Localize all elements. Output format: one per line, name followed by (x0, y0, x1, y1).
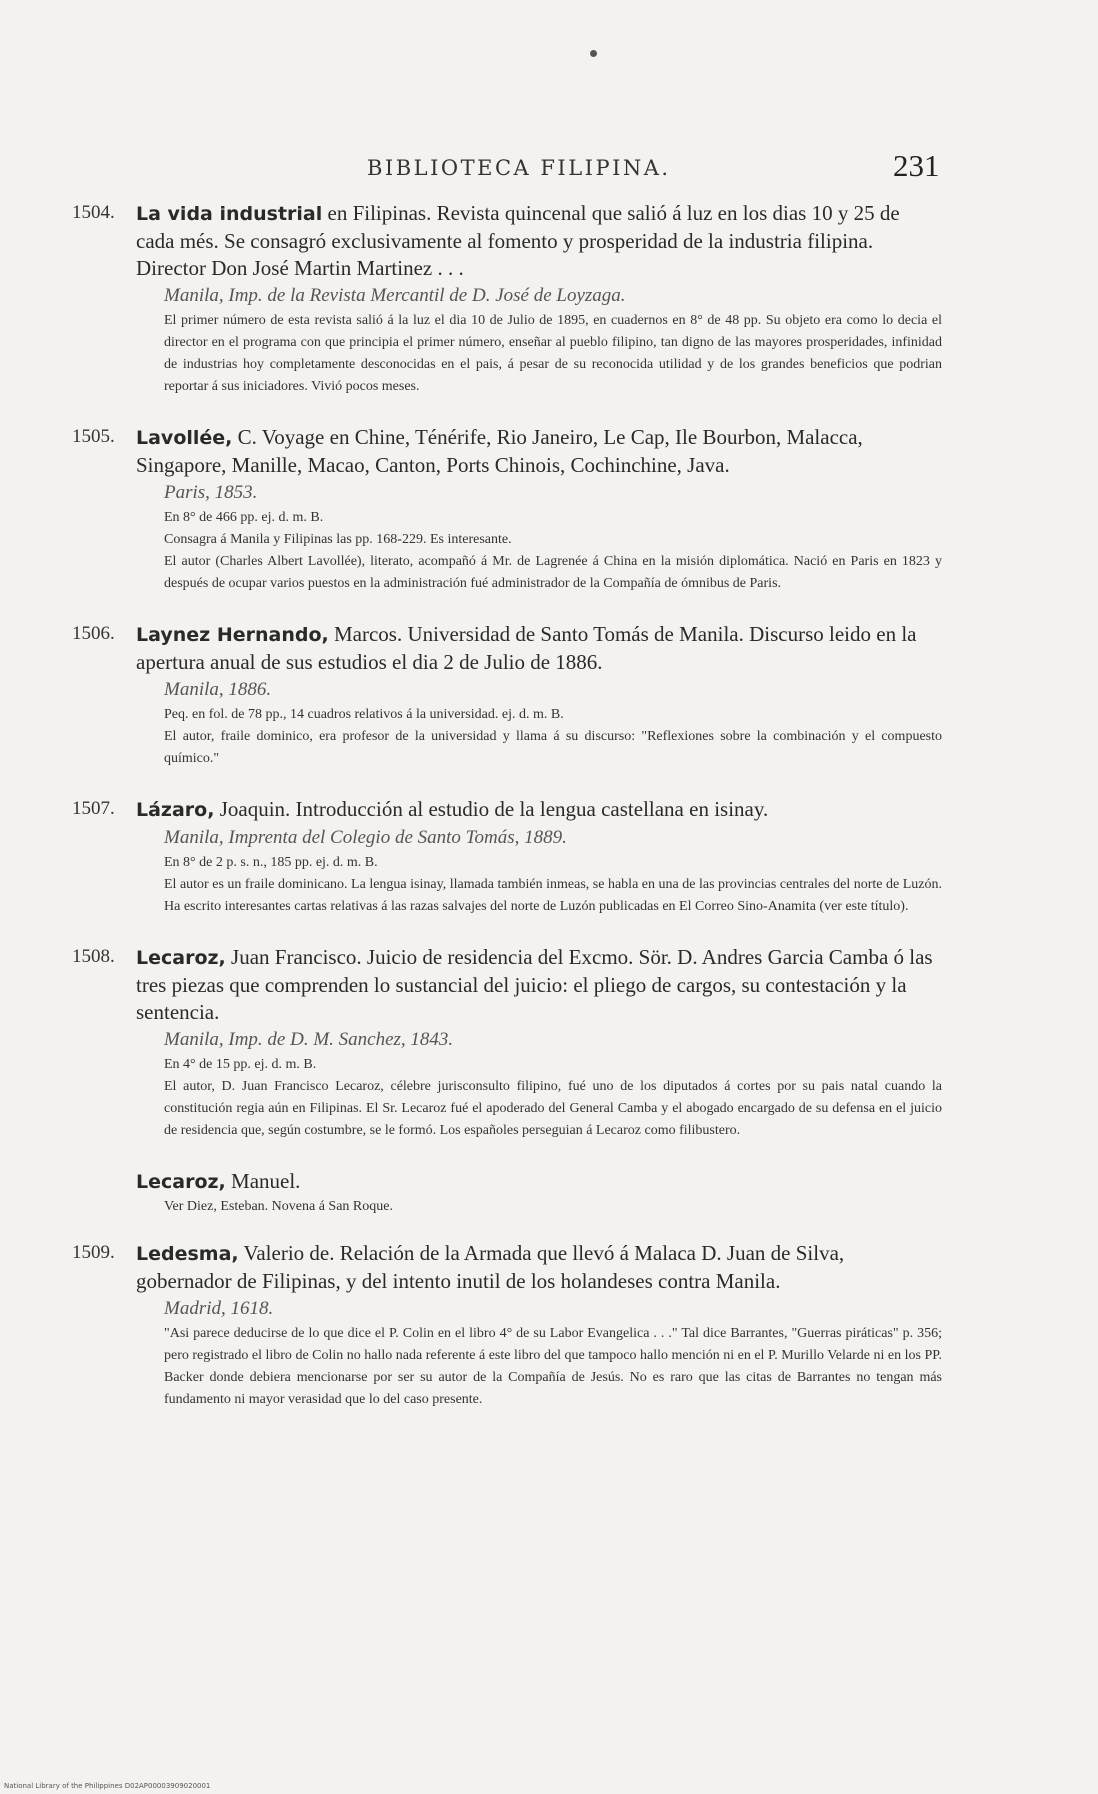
entry-lecaroz-manuel (72, 1168, 942, 1218)
note-paragraph: Consagra á Manila y Filipinas las pp. 168-229. Es interesante. (164, 532, 512, 547)
entry-author: La vida industrial (136, 203, 323, 225)
entry-heading (136, 1168, 942, 1196)
entry-notes (164, 1323, 942, 1411)
note-paragraph: El autor es un fraile dominicano. La lengua isinay, llamada también inmeas, se habla en una de las provincias centrales del norte de Luzón. Ha escrito interesantes cartas relativas á las razas salvajes del norte de Luzón publicadas en El Correo Sino-Anamita (ver este título). (164, 877, 942, 914)
note-paragraph: El primer número de esta revista salió á la luz el dia 10 de Julio de 1895, en cuadernos en 8° de 48 pp. Su objeto era como lo decia el director en el programa con que principia el primer número, enseñar al pueblo filipino, tan digno de las mayores prosperidades, infinidad de industrias hoy completamente desconocidas en el pais, á pesar de su reconocida utilidad y de los grandes beneficios que podrian reportar á sus iniciadores. Vivió pocos meses. (164, 313, 942, 394)
entry-imprint: Manila, Imprenta del Colegio de Santo Tomás, 1889. (164, 827, 567, 848)
entry-imprint: Madrid, 1618. (164, 1298, 274, 1319)
entry-1507 (72, 796, 942, 918)
entry-1509 (72, 1240, 942, 1411)
ink-dot (590, 50, 597, 57)
entry-author: Laynez Hernando, (136, 624, 329, 646)
entry-number: 1508. (72, 946, 115, 967)
entry-heading (136, 1240, 942, 1295)
entry-author: Lavollée, (136, 427, 233, 449)
entry-notes (164, 852, 942, 918)
note-paragraph: Peq. en fol. de 78 pp., 14 cuadros relativos á la universidad. ej. d. m. B. (164, 707, 564, 722)
entry-notes (164, 507, 942, 595)
entry-number: 1509. (72, 1242, 115, 1263)
entry-heading (136, 621, 942, 676)
entry-author: Ledesma, (136, 1243, 239, 1265)
page-body (72, 200, 942, 1437)
note-paragraph: En 8° de 2 p. s. n., 185 pp. ej. d. m. B. (164, 855, 378, 870)
entry-title: Joaquin. Introducción al estudio de la lengua castellana en isinay. (219, 797, 769, 821)
entry-1504 (72, 200, 942, 398)
entry-title: C. Voyage en Chine, Ténérife, Rio Janeiro, Le Cap, Ile Bourbon, Malacca, Singapore, Manille, Macao, Canton, Ports Chinois, Cochinchine, Java. (136, 425, 863, 477)
entry-notes (164, 704, 942, 770)
entry-1508 (72, 944, 942, 1142)
entry-author: Lecaroz, (136, 947, 226, 969)
entry-imprint: Manila, 1886. (164, 679, 272, 700)
entry-title: Juan Francisco. Juicio de residencia del Excmo. Sör. D. Andres Garcia Camba ó las tres piezas que comprenden lo sustancial del juicio: el pliego de cargos, su contestación y la sentencia. (136, 945, 933, 1024)
cross-reference: Ver Diez, Esteban. Novena á San Roque. (164, 1199, 393, 1214)
note-paragraph: En 4° de 15 pp. ej. d. m. B. (164, 1057, 317, 1072)
entry-1505 (72, 424, 942, 595)
entry-number: 1507. (72, 798, 115, 819)
entry-notes (164, 1196, 942, 1218)
entry-title: Manuel. (231, 1169, 301, 1193)
note-paragraph: El autor (Charles Albert Lavollée), literato, acompañó á Mr. de Lagrenée á China en la misión diplomática. Nació en Paris en 1823 y después de ocupar varios puestos en la administración fué administrador de la Compañía de ómnibus de Paris. (164, 554, 942, 591)
entry-notes (164, 1054, 942, 1142)
note-paragraph: El autor, fraile dominico, era profesor de la universidad y llama á su discurso: "Reflexiones sobre la combinación y el compuesto químico." (164, 729, 942, 766)
entry-heading (136, 424, 942, 479)
entry-heading (136, 944, 942, 1026)
entry-imprint: Manila, Imp. de la Revista Mercantil de D. José de Loyzaga. (164, 285, 626, 306)
scan-credit: National Library of the Philippines D02AP00003909020001 (4, 1782, 211, 1790)
entry-number: 1506. (72, 623, 115, 644)
entry-title: Marcos. Universidad de Santo Tomás de Manila. Discurso leido en la apertura anual de sus estudios el dia 2 de Julio de 1886. (136, 622, 917, 674)
note-paragraph: En 8° de 466 pp. ej. d. m. B. (164, 510, 324, 525)
entry-heading (136, 796, 942, 824)
entry-author: Lázaro, (136, 799, 215, 821)
entry-author: Lecaroz, (136, 1171, 226, 1193)
note-paragraph: El autor, D. Juan Francisco Lecaroz, célebre jurisconsulto filipino, fué uno de los diputados á cortes por su pais natal cuando la constitución regia aún en Filipinas. El Sr. Lecaroz fué el apoderado del General Camba y el abogado encargado de su defensa en el juicio de residencia que, según costumbre, se le formó. Los españoles perseguian á Lecaroz como filibustero. (164, 1079, 942, 1138)
entry-imprint: Paris, 1853. (164, 482, 258, 503)
entry-1506 (72, 621, 942, 770)
entry-heading (136, 200, 942, 282)
note-paragraph: "Asi parece deducirse de lo que dice el P. Colin en el libro 4° de su Labor Evangelica . . ." Tal dice Barrantes, "Guerras piráticas" p. 356; pero registrado el libro de Colin no hallo nada referente á este libro del que tampoco hallo mención ni en el P. Murillo Velarde ni en los PP. Backer donde debiera mencionarse por ser su autor de la Compañía de Jesús. No es raro que las citas de Barrantes no tengan más fundamento ni mayor verasidad que lo del caso presente. (164, 1326, 942, 1407)
entry-number: 1504. (72, 202, 115, 223)
page-number: 231 (893, 148, 940, 183)
running-title: BIBLIOTECA FILIPINA. (367, 156, 671, 180)
entry-notes (164, 310, 942, 398)
entry-number: 1505. (72, 426, 115, 447)
entry-title: en Filipinas. Revista quincenal que salió á luz en los dias 10 y 25 de cada més. Se consagró exclusivamente al fomento y prosperidad de la industria filipina. Director Don José Martin Martinez . . . (136, 201, 900, 280)
entry-imprint: Manila, Imp. de D. M. Sanchez, 1843. (164, 1029, 454, 1050)
entry-title: Valerio de. Relación de la Armada que llevó á Malaca D. Juan de Silva, gobernador de Filipinas, y del intento inutil de los holandeses contra Manila. (136, 1241, 845, 1293)
